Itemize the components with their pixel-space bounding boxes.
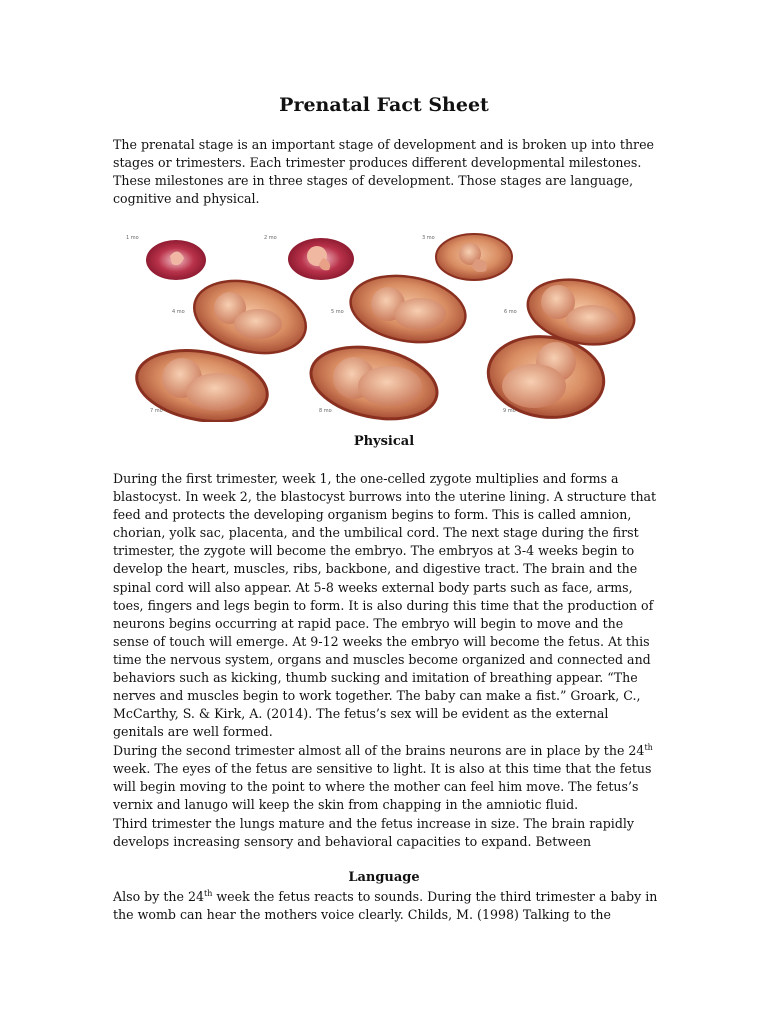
label-8-mo: 8 mo bbox=[319, 408, 332, 414]
language-heading: Language bbox=[348, 870, 420, 885]
page-title: Prenatal Fact Sheet bbox=[279, 94, 489, 116]
label-4-mo: 4 mo bbox=[172, 309, 185, 315]
label-5-mo: 5 mo bbox=[331, 309, 344, 315]
fetal-development-illustration bbox=[118, 226, 656, 422]
label-3-mo: 3 mo bbox=[422, 235, 435, 241]
physical-paragraph-3: Third trimester the lungs mature and the fetus increase in size. The brain rapidly develops increasing sensory and behavioral capacities to expand. Between bbox=[113, 816, 635, 850]
stage-2-month bbox=[264, 235, 354, 280]
label-1-mo: 1 mo bbox=[126, 235, 139, 241]
label-7-mo: 7 mo bbox=[150, 408, 163, 414]
label-9-mo: 9 mo bbox=[503, 408, 516, 414]
stage-8-month bbox=[304, 336, 443, 422]
physical-heading: Physical bbox=[353, 434, 415, 449]
physical-paragraph-1: During the first trimester, week 1, the one-celled zygote multiplies and forms a blastocyst. In week 2, the blastocyst burrows into the uterine lining. A structure that feed and protects the developing organism begins to form. This is called amnion, chorian, yolk sac, placenta, and the umbilical cord. The next stage during the first trimester, the zygote will become the embryo. The embryos at 3-4 weeks begin to develop the heart, muscles, ribs, backbone, and digestive tract. The brain and the spinal cord will also appear. At 5-8 weeks external body parts such as face, arms, toes, fingers and legs begin to form. It is also during this time that the production of neurons begins occurring at rapid pace. The embryo will begin to move and the sense of touch will emerge. At 9-12 weeks the embryo will become the fetus. At this time the nervous system, organs and muscles become organized and connected and behaviors such as kicking, thumb sucking and imitation of breathing appear. “The nerves and muscles begin to work together. The baby can make a fist.” Groark, C., McCarthy, S. & Kirk, A. (2014). The fetus’s sex will be evident as the external genitals are well formed. bbox=[113, 471, 657, 740]
language-paragraph-1: Also by the 24th week the fetus reacts to sounds. During the third trimester a baby in the womb can hear the mothers voice clearly. Childs, M. (1998) Talking to the bbox=[113, 889, 658, 923]
intro-paragraph: The prenatal stage is an important stage of development and is broken up into three stages or trimesters. Each trimester produces different developmental milestones. These milestones are in three stages of development. Those stages are language, cognitive and physical. bbox=[113, 137, 654, 207]
stage-5-month bbox=[331, 267, 471, 350]
stage-1-month bbox=[126, 235, 206, 280]
label-2-mo: 2 mo bbox=[264, 235, 277, 241]
label-6-mo: 6 mo bbox=[504, 309, 517, 315]
stage-3-month bbox=[422, 234, 512, 280]
physical-paragraph-2: During the second trimester almost all of the brains neurons are in place by the 24th week. The eyes of the fetus are sensitive to light. It is also at this time that the fetus will begin moving to the point to where the mother can feel him move. The fetus’s vernix and lanugo will keep the skin from chapping in the amniotic fluid. bbox=[113, 743, 653, 813]
